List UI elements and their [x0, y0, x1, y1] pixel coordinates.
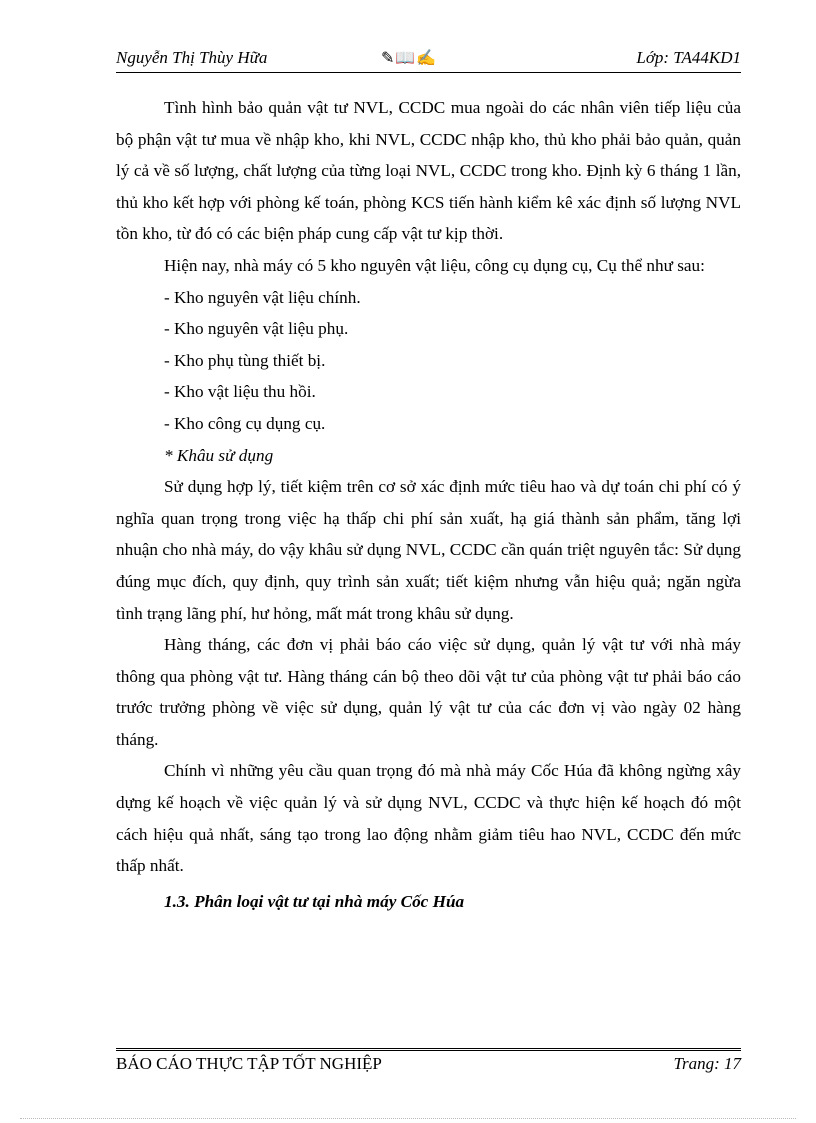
paragraph: Chính vì những yêu cầu quan trọng đó mà nhà máy Cốc Húa đã không ngừng xây dựng kế hoạch về việc quản lý và sử dụng NVL, CCDC và thực hiện kế hoạch đó một cách hiệu quả nhất, sáng tạo trong lao động nhằm giảm tiêu hao NVL, CCDC đến mức thấp nhất. [116, 761, 741, 876]
page-header [116, 48, 741, 72]
header-divider [116, 72, 741, 73]
list-item: - Kho công cụ dụng cụ. [164, 413, 326, 433]
list-item: - Kho vật liệu thu hồi. [164, 382, 316, 402]
section-heading: 1.3. Phân loại vật tư tại nhà máy Cốc Húa [164, 891, 465, 911]
list-item: - Kho nguyên vật liệu chính. [164, 287, 361, 307]
page-edge-divider [20, 1118, 796, 1119]
paragraph: Tình hình bảo quản vật tư NVL, CCDC mua ngoài do các nhân viên tiếp liệu của bộ phận vật tư mua về nhập kho, khi NVL, CCDC nhập kho, thủ kho phải bảo quản, quản lý cả về số lượng, chất lượng của từng loại NVL, CCDC trong kho. Định kỳ 6 tháng 1 lần, thủ kho kết hợp với phòng kế toán, phòng KCS tiến hành kiểm kê xác định số lượng NVL tồn kho, từ đó có các biện pháp cung cấp vật tư kịp thời. [116, 98, 741, 244]
subheading: * Khâu sử dụng [164, 445, 274, 465]
page-number: Trang: 17 [673, 1054, 741, 1073]
header-class-label: Lớp: TA44KD1 [636, 48, 741, 67]
list-item: - Kho phụ tùng thiết bị. [164, 350, 326, 370]
page-body [116, 92, 741, 917]
header-author: Nguyễn Thị Thùy Hữa [116, 48, 268, 67]
list-item: - Kho nguyên vật liệu phụ. [164, 319, 349, 339]
book-ornament-icon: ✎📖✍ [381, 50, 438, 67]
paragraph: Hiện nay, nhà máy có 5 kho nguyên vật liệu, công cụ dụng cụ, Cụ thể như sau: [164, 255, 705, 275]
footer-divider [116, 1048, 741, 1051]
footer-report-title: BÁO CÁO THỰC TẬP TỐT NGHIỆP [116, 1054, 382, 1073]
paragraph: Sử dụng hợp lý, tiết kiệm trên cơ sở xác định mức tiêu hao và dự toán chi phí có ý nghĩa quan trọng trong việc hạ thấp chi phí sản xuất, hạ giá thành sản phẩm, tăng lợi nhuận cho nhà máy, do vậy khâu sử dụng NVL, CCDC cần quán triệt nguyên tắc: Sử dụng đúng mục đích, quy định, quy trình sản xuất; tiết kiệm nhưng vẫn hiệu quả; ngăn ngừa tình trạng lãng phí, hư hỏng, mất mát trong khâu sử dụng. [116, 477, 741, 623]
page-footer [116, 1054, 741, 1076]
paragraph: Hàng tháng, các đơn vị phải báo cáo việc sử dụng, quản lý vật tư với nhà máy thông qua phòng vật tư. Hàng tháng cán bộ theo dõi vật tư của phòng vật tư phải báo cáo trước trưởng phòng về việc sử dụng, quản lý vật tư của các đơn vị vào ngày 02 hàng tháng. [116, 635, 741, 749]
